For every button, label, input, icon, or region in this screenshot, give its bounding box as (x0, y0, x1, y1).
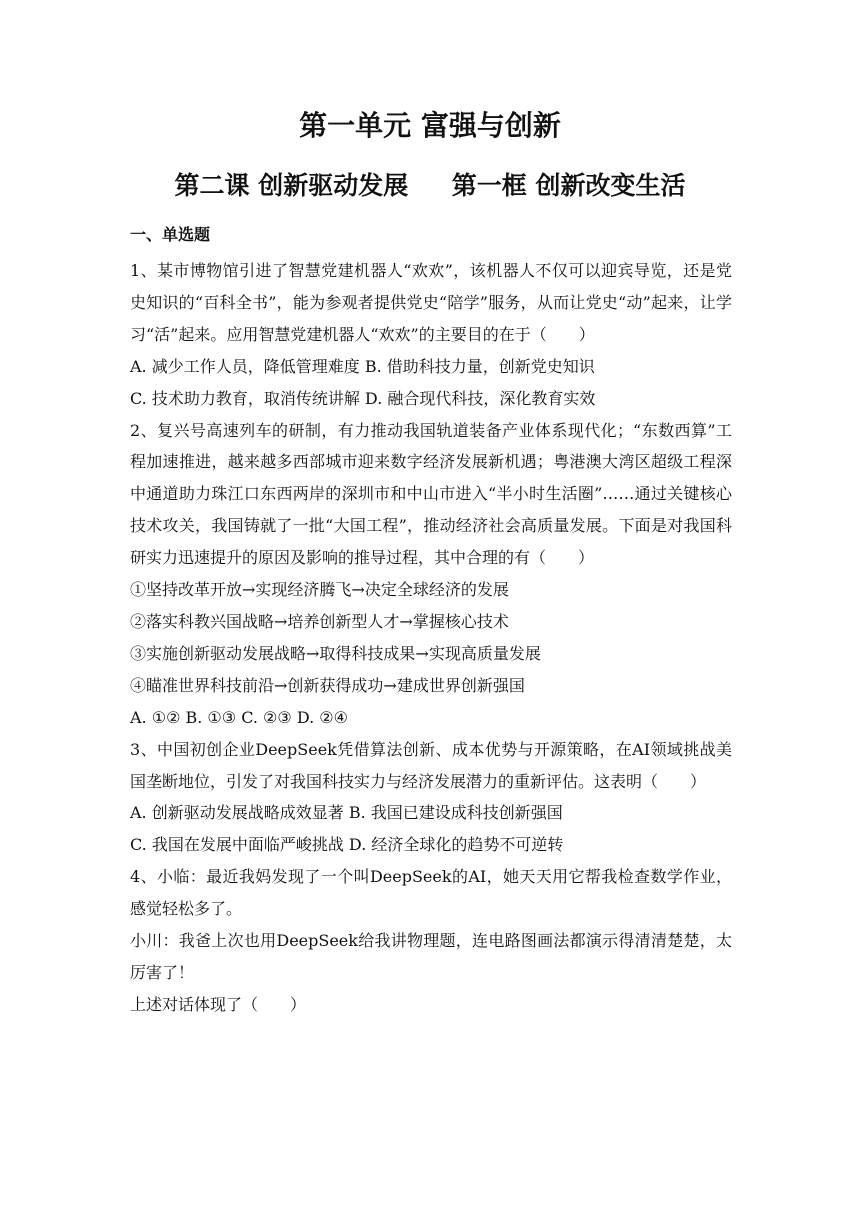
question-1-stem: 1、某市博物馆引进了智慧党建机器人“欢欢”，该机器人不仅可以迎宾导览，还是党史知识的“百科全书”，能为参观者提供党史“陪学”服务，从而让党史“动”起来，让学习“活”起来。应用智慧党建机器人“欢欢”的主要目的在于（ ） (130, 261, 732, 344)
question-3-options-ab: A. 创新驱动发展战略成效显著 B. 我国已建设成科技创新强国 (130, 803, 563, 823)
question-4-dialogue: 小川：我爸上次也用DeepSeek给我讲物理题，连电路图画法都演示得清清楚楚，太厉害了！ (130, 931, 732, 982)
question-2-item-2: ②落实科教兴国战略→培养创新型人才→掌握核心技术 (130, 611, 509, 631)
question-2-options: A. ①② B. ①③ C. ②③ D. ②④ (130, 707, 348, 727)
question-2-stem: 2、复兴号高速列车的研制，有力推动我国轨道装备产业体系现代化；“东数西算”工程加速推进，越来越多西部城市迎来数字经济发展新机遇；粤港澳大湾区超级工程深中通道助力珠江口东西两岸的深圳市和中山市进入“半小时生活圈”……通过关键核心技术攻关，我国铸就了一批“大国工程”，推动经济社会高质量发展。下面是对我国科研实力迅速提升的原因及影响的推导过程，其中合理的有（ ） (130, 420, 732, 568)
question-1-options-ab: A. 减少工作人员，降低管理难度 B. 借助科技力量，创新党史知识 (130, 356, 595, 376)
unit-title: 第一单元 富强与创新 (299, 109, 561, 142)
section-heading: 一、单选题 (130, 225, 211, 244)
question-2-item-1: ①坚持改革开放→实现经济腾飞→决定全球经济的发展 (130, 580, 509, 600)
question-3-options-cd: C. 我国在发展中面临严峻挑战 D. 经济全球化的趋势不可逆转 (130, 835, 564, 855)
question-2-item-4: ④瞄准世界科技前沿→创新获得成功→建成世界创新强国 (130, 675, 525, 695)
question-1-options-cd: C. 技术助力教育，取消传统讲解 D. 融合现代科技，深化教育实效 (130, 388, 596, 408)
question-list (130, 255, 732, 1021)
question-2-item-3: ③实施创新驱动发展战略→取得科技成果→实现高质量发展 (130, 643, 541, 663)
question-4-prompt: 上述对话体现了（ ） (130, 994, 307, 1014)
question-4-stem: 4、小临：最近我妈发现了一个叫DeepSeek的AI，她天天用它帮我检查数学作业，感觉轻松多了。 (130, 867, 732, 919)
lesson-title: 第二课 创新驱动发展 第一框 创新改变生活 (174, 171, 686, 200)
question-3-stem: 3、中国初创企业DeepSeek凭借算法创新、成本优势与开源策略，在AI领域挑战美国垄断地位，引发了对我国科技实力与经济发展潜力的重新评估。这表明（ ） (130, 739, 732, 791)
